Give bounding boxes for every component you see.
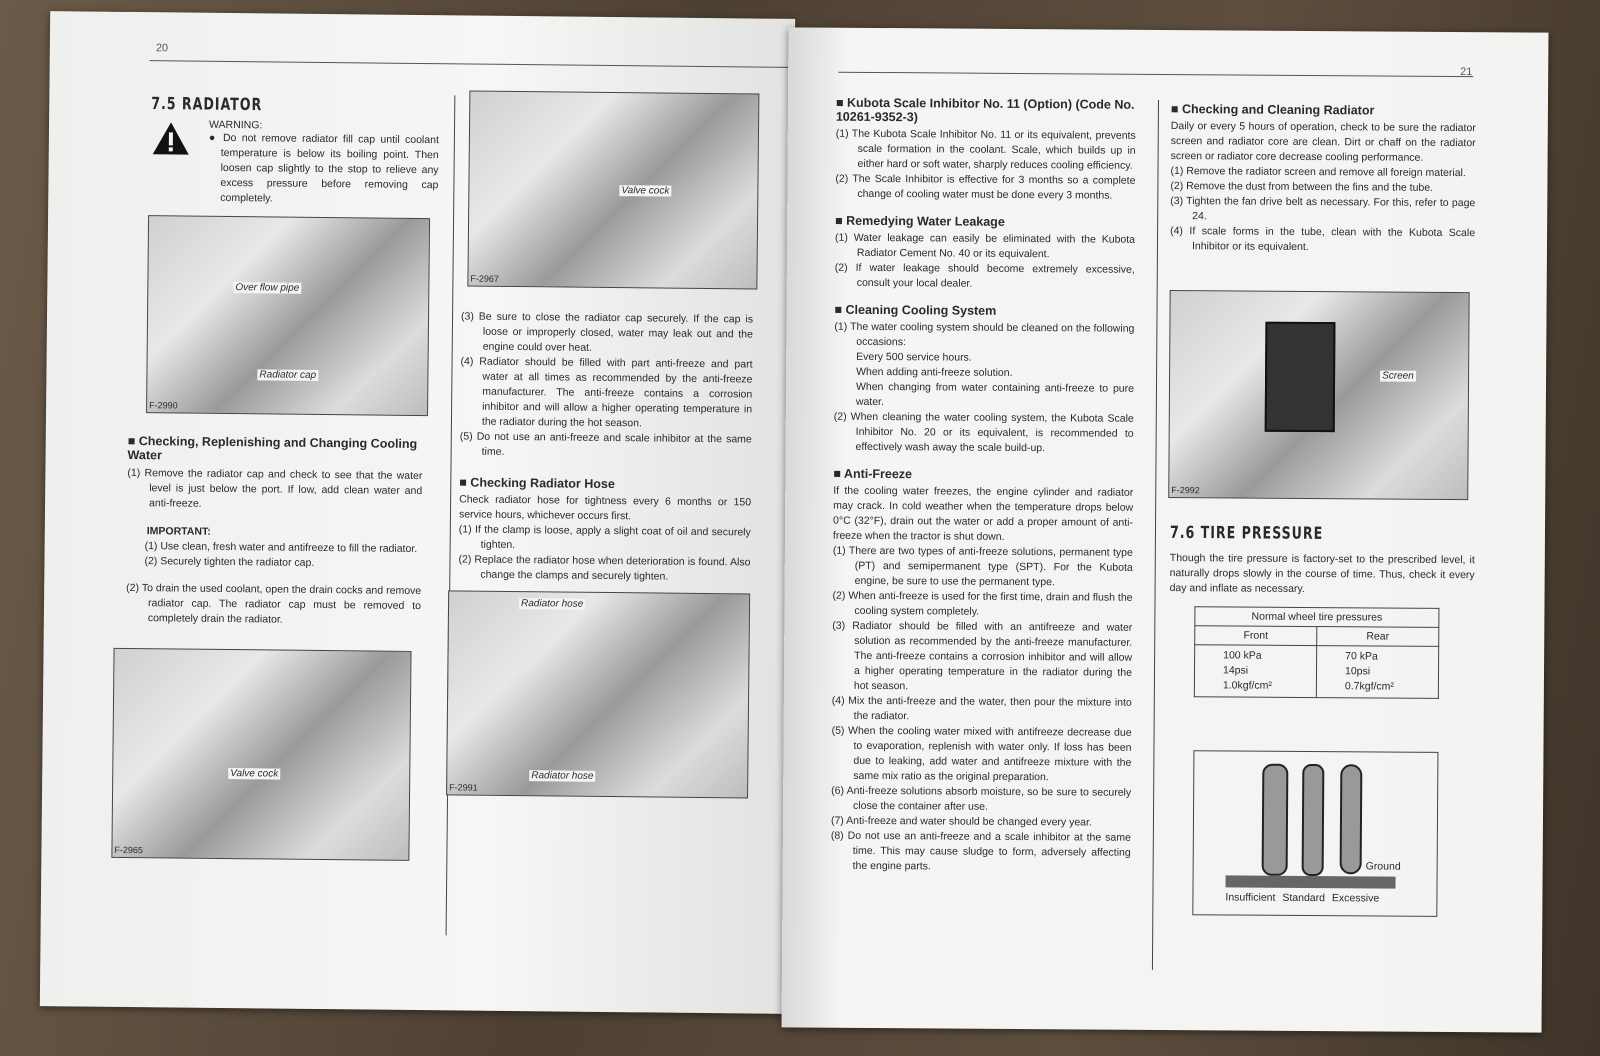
label-radiator-hose: Radiator hose [520,598,584,610]
figure-valve-cock [111,648,411,861]
figure-number: F-2965 [114,844,144,856]
rear-values: 70 kPa 10psi 0.7kgf/cm² [1316,646,1438,699]
list-item: (2) When cleaning the water cooling system, the Kubota Scale Inhibitor No. 20 or its equivalent, is recommended to effectively wash away the scale build-up. [833,410,1134,455]
list-item: (4) Mix the anti-freeze and the water, then pour the mixture into the radiator. [831,694,1132,723]
list-item: (3) Radiator should be filled with an antifreeze and water solution as recommended by the anti-freeze manufacturer. The anti-freeze contains a corrosion inhibitor and will allow a higher operating temperature in the radiator during the hot season. [832,619,1133,693]
label-ground: Ground [1365,860,1401,873]
label-radiator-cap: Radiator cap [259,369,317,381]
figure-valve-cock-2 [467,91,759,290]
list-item: When adding anti-freeze solution. [856,365,1013,379]
heading-checking: ■ Checking, Replenishing and Changing Cooling Water [128,434,423,465]
list-item: (3) Be sure to close the radiator cap securely. If the cap is loose or improperly closed, water may leak out and the engine could over heat. [460,310,754,354]
tire-insufficient [1262,764,1289,876]
list-item: Every 500 service hours. [856,350,972,364]
heading-water-leakage: ■ Remedying Water Leakage [835,214,1135,230]
list-item: (1) The water cooling system should be cleaned on the following occasions: [834,320,1135,349]
label-overflow-pipe: Over flow pipe [235,282,300,294]
label-radiator-hose: Radiator hose [531,770,594,782]
list-item: (6) Anti-freeze solutions absorb moisture, so be sure to securely close the container after use. [831,784,1132,813]
tire-pressure-table [1194,606,1440,699]
list-item: (1) There are two types of anti-freeze solutions, permanent type (PT) and semipermanent type (SPT). For the Kubota engine, be sure to use the permanent type. [832,544,1133,589]
section-title: 7.5 RADIATOR [151,94,263,115]
paragraph: If the cooling water freezes, the engine cylinder and radiator may crack. In cold weather when the temperature drops below 0°C (32°F), drain out the water or add a proper amount of anti-freeze when the tractor is shut down. [832,484,1134,543]
list-item: (2) When anti-freeze is used for the first time, drain and flush the cooling system completely. [832,589,1133,618]
list-item: (2) The Scale Inhibitor is effective for 3 months so a complete change of cooling water must be done every 3 months. [835,172,1136,202]
column-header: Front [1195,626,1317,646]
list-item: (5) Do not use an anti-freeze and scale inhibitor at the same time. [459,430,752,458]
page-number: 20 [155,42,169,55]
list-item: (2) To drain the used coolant, open the drain cocks and remove radiator cap. The radiator cap must be removed to completely drain the radiator. [126,581,422,626]
page-number: 21 [1460,66,1473,79]
list-item: (2) Securely tighten the radiator cap. [144,555,315,569]
tire-excessive [1340,764,1363,874]
section-title: 7.6 TIRE PRESSURE [1169,523,1324,544]
list-item: (1) Remove the radiator screen and remove all foreign material. [1170,165,1466,180]
ground-bar [1226,875,1396,888]
list-item: (4) If scale forms in the tube, clean with the Kubota Scale Inhibitor or its equivalent. [1170,225,1476,253]
list-item: (2) If water leakage should become extremely excessive, consult your local dealer. [834,261,1135,290]
list-item: (1) Use clean, fresh water and antifreeze to fill the radiator. [144,540,418,555]
figure-number: F-2967 [470,273,500,284]
list-item: When changing from water containing anti-freeze to pure water. [855,380,1135,409]
figure-radiator-screen [1168,290,1469,500]
list-item: (1) If the clamp is loose, apply a slight coat of oil and securely tighten. [458,523,751,552]
left-page [40,11,795,1014]
label-valve-cock: Valve cock [621,185,670,197]
paragraph: Daily or every 5 hours of operation, check to be sure the radiator screen and radiator core are clean. Dirt or chaff on the radiator screen or radiator core decrease cooling performance. [1170,120,1476,164]
warning-text: ● Do not remove radiator fill cap until coolant temperature is below its boiling point. Then loosen cap slightly to the stop to relieve any excess pressure before removing cap completely. [208,131,439,205]
warning-icon [151,120,191,156]
paragraph: Though the tire pressure is factory-set to the prescribed level, it naturally drops slowly in the course of time. Thus, check it every day and inflate as necessary. [1169,552,1475,595]
list-item: (7) Anti-freeze and water should be changed every year. [830,814,1092,829]
list-item: (1) Water leakage can easily be eliminated with the Kubota Radiator Cement No. 40 or its equivalent. [834,231,1136,261]
warning-label: WARNING: [208,118,263,132]
list-item: (5) When the cooling water mixed with antifreeze decrease due to evaporation, replenish with water only. If loss has been due to leaking, add water and antifreeze mixture with the same mix ratio as the original preparation. [831,724,1132,784]
screen-panel [1265,322,1336,432]
heading-radiator-hose: ■ Checking Radiator Hose [459,475,751,492]
heading-anti-freeze: ■ Anti-Freeze [833,467,1133,483]
paragraph: Check radiator hose for tightness every 6 months or 150 service hours, whichever occurs first. [458,493,752,523]
important-label: IMPORTANT: [146,525,211,538]
tire-standard [1302,764,1325,876]
figure-number: F-2992 [1171,485,1200,496]
heading-scale-inhibitor: ■ Kubota Scale Inhibitor No. 11 (Option) (Code No. 10261-9352-3) [836,96,1136,126]
figure-radiator-hose [446,590,750,798]
label-screen: Screen [1382,370,1414,382]
list-item: (4) Radiator should be filled with part anti-freeze and part water at all times as recommended by the anti-freeze manufacturer. The anti-freeze contains a corrosion inhibitor and will allow a higher operating temperature in the radiator during the hot season. [460,355,753,430]
tire-diagram [1192,750,1438,917]
figure-number: F-2990 [149,400,178,411]
tire-labels: Insufficient Standard Excessive [1225,891,1380,905]
list-item: (2) Remove the dust from between the fins and the tube. [1170,180,1434,194]
list-item: (1) Remove the radiator cap and check to see that the water level is just below the port. If low, add clean water and anti-freeze. [127,466,423,510]
list-item: (1) The Kubota Scale Inhibitor No. 11 or its equivalent, prevents scale formation in the coolant. Scale, which builds up in either hard or soft water, sharply reduces cooling efficiency. [835,127,1136,172]
right-page [782,27,1549,1032]
list-item: (3) Tighten the fan drive belt as necessary. For this, refer to page 24. [1170,195,1476,223]
heading-cleaning-cooling: ■ Cleaning Cooling System [834,303,1134,319]
figure-radiator [146,215,430,416]
table-caption: Normal wheel tire pressures [1195,607,1439,628]
front-values: 100 kPa 14psi 1.0kgf/cm² [1194,645,1316,698]
label-valve-cock: Valve cock [230,768,279,780]
list-item: (8) Do not use an anti-freeze and a scale inhibitor at the same time. This may cause sludge to form, adversely affecting the engine parts. [830,829,1131,873]
column-header: Rear [1317,627,1439,647]
list-item: (2) Replace the radiator hose when deterioration is found. Also change the clamps and securely tighten. [458,553,751,583]
heading-cleaning-radiator: ■ Checking and Cleaning Radiator [1171,102,1476,118]
figure-number: F-2991 [449,782,478,793]
